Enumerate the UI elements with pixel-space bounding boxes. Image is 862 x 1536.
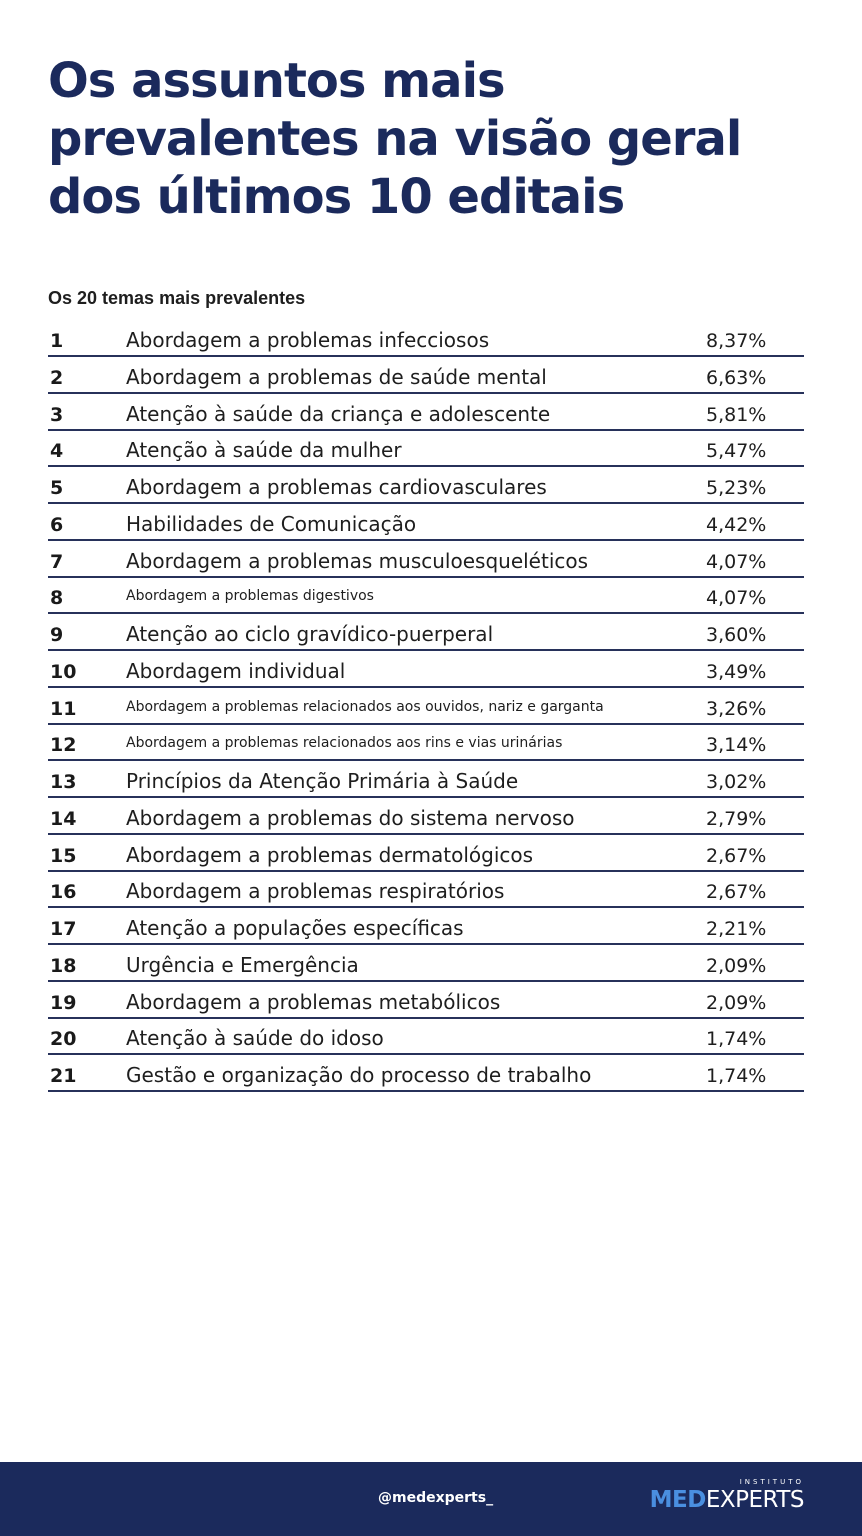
table-row <box>48 800 804 835</box>
footer-bar <box>0 1462 862 1536</box>
rank-number: 11 <box>50 697 77 720</box>
topic-label: Abordagem a problemas infecciosos <box>126 328 490 352</box>
table-row <box>48 947 804 982</box>
percent-value: 4,42% <box>706 513 767 536</box>
table-row <box>48 579 804 614</box>
rank-number: 21 <box>50 1065 77 1087</box>
topic-label: Abordagem a problemas dermatológicos <box>126 842 534 867</box>
rank-number: 1 <box>50 330 64 352</box>
percent-value: 1,74% <box>706 1065 767 1087</box>
percent-value: 3,14% <box>706 734 767 757</box>
topic-label: Abordagem a problemas metabólicos <box>126 989 501 1014</box>
table-row <box>48 837 804 872</box>
table-row <box>48 506 804 541</box>
rank-number: 7 <box>50 550 64 573</box>
percent-value: 1,74% <box>706 1028 767 1051</box>
rank-number: 17 <box>50 918 77 940</box>
ranking-table <box>48 322 804 1094</box>
rank-number: 16 <box>50 881 77 904</box>
percent-value: 3,49% <box>706 660 767 683</box>
table-row <box>48 359 804 394</box>
logo-med-text: MED <box>649 1487 706 1513</box>
rank-number: 14 <box>50 807 77 830</box>
rank-number: 20 <box>50 1028 77 1051</box>
topic-label: Atenção ao ciclo gravídico-puerperal <box>126 622 494 646</box>
table-row <box>48 690 804 725</box>
percent-value: 3,60% <box>706 624 767 646</box>
logo-experts-text: EXPERTS <box>705 1487 804 1513</box>
table-row <box>48 1057 804 1092</box>
rank-number: 15 <box>50 844 77 867</box>
page-title: Os assuntos mais prevalentes na visão geral dos últimos 10 editais <box>48 53 742 225</box>
rank-number: 10 <box>50 660 77 683</box>
percent-value: 3,02% <box>706 771 767 793</box>
percent-value: 2,09% <box>706 954 767 977</box>
logo-subtitle: INSTITUTO <box>739 1478 804 1486</box>
rank-number: 18 <box>50 954 77 977</box>
percent-value: 5,81% <box>706 403 767 426</box>
percent-value: 5,23% <box>706 477 767 499</box>
percent-value: 4,07% <box>706 550 767 573</box>
rank-number: 5 <box>50 477 64 499</box>
topic-label: Gestão e organização do processo de trabalho <box>126 1063 592 1087</box>
topic-label: Abordagem a problemas respiratórios <box>126 879 505 904</box>
table-row <box>48 653 804 688</box>
topic-label: Abordagem a problemas de saúde mental <box>126 364 547 389</box>
percent-value: 5,47% <box>706 440 767 463</box>
table-row <box>48 1020 804 1055</box>
percent-value: 2,79% <box>706 807 767 830</box>
rank-number: 2 <box>50 366 64 389</box>
table-row <box>48 616 804 651</box>
topic-label: Princípios da Atenção Primária à Saúde <box>126 769 519 793</box>
topic-label: Atenção à saúde da mulher <box>126 438 402 463</box>
topic-label: Abordagem a problemas relacionados aos rins e vias urinárias <box>126 735 563 752</box>
topic-label: Abordagem a problemas do sistema nervoso <box>126 805 575 830</box>
table-row <box>48 910 804 945</box>
table-subtitle: Os 20 temas mais prevalentes <box>48 288 306 308</box>
rank-number: 6 <box>50 513 64 536</box>
topic-label: Abordagem a problemas relacionados aos ouvidos, nariz e garganta <box>126 698 604 715</box>
table-row <box>48 726 804 761</box>
rank-number: 8 <box>50 587 64 610</box>
rank-number: 4 <box>50 440 64 463</box>
table-row <box>48 763 804 798</box>
percent-value: 8,37% <box>706 330 767 352</box>
table-row <box>48 873 804 908</box>
percent-value: 6,63% <box>706 366 767 389</box>
topic-label: Abordagem a problemas musculoesqueléticos <box>126 548 589 573</box>
table-row <box>48 396 804 431</box>
percent-value: 2,09% <box>706 991 767 1014</box>
topic-label: Abordagem a problemas digestivos <box>126 588 374 605</box>
rank-number: 3 <box>50 403 64 426</box>
topic-label: Atenção à saúde do idoso <box>126 1026 384 1051</box>
rank-number: 9 <box>50 624 64 646</box>
table-row <box>48 984 804 1019</box>
topic-label: Atenção a populações específicas <box>126 916 464 940</box>
topic-label: Abordagem a problemas cardiovasculares <box>126 475 547 499</box>
percent-value: 2,21% <box>706 918 767 940</box>
table-row <box>48 432 804 467</box>
topic-label: Urgência e Emergência <box>126 952 359 977</box>
table-row <box>48 543 804 578</box>
table-row <box>48 322 804 357</box>
rank-number: 13 <box>50 771 77 793</box>
percent-value: 3,26% <box>706 697 767 720</box>
rank-number: 12 <box>50 734 77 757</box>
logo-wordmark <box>650 1486 804 1514</box>
brand-logo <box>650 1478 804 1514</box>
topic-label: Habilidades de Comunicação <box>126 511 417 536</box>
rank-number: 19 <box>50 991 77 1014</box>
percent-value: 2,67% <box>706 844 767 867</box>
topic-label: Atenção à saúde da criança e adolescente <box>126 401 551 426</box>
percent-value: 4,07% <box>706 587 767 610</box>
social-handle[interactable]: @medexperts_ <box>378 1490 494 1506</box>
table-row <box>48 469 804 504</box>
percent-value: 2,67% <box>706 881 767 904</box>
topic-label: Abordagem individual <box>126 658 346 683</box>
